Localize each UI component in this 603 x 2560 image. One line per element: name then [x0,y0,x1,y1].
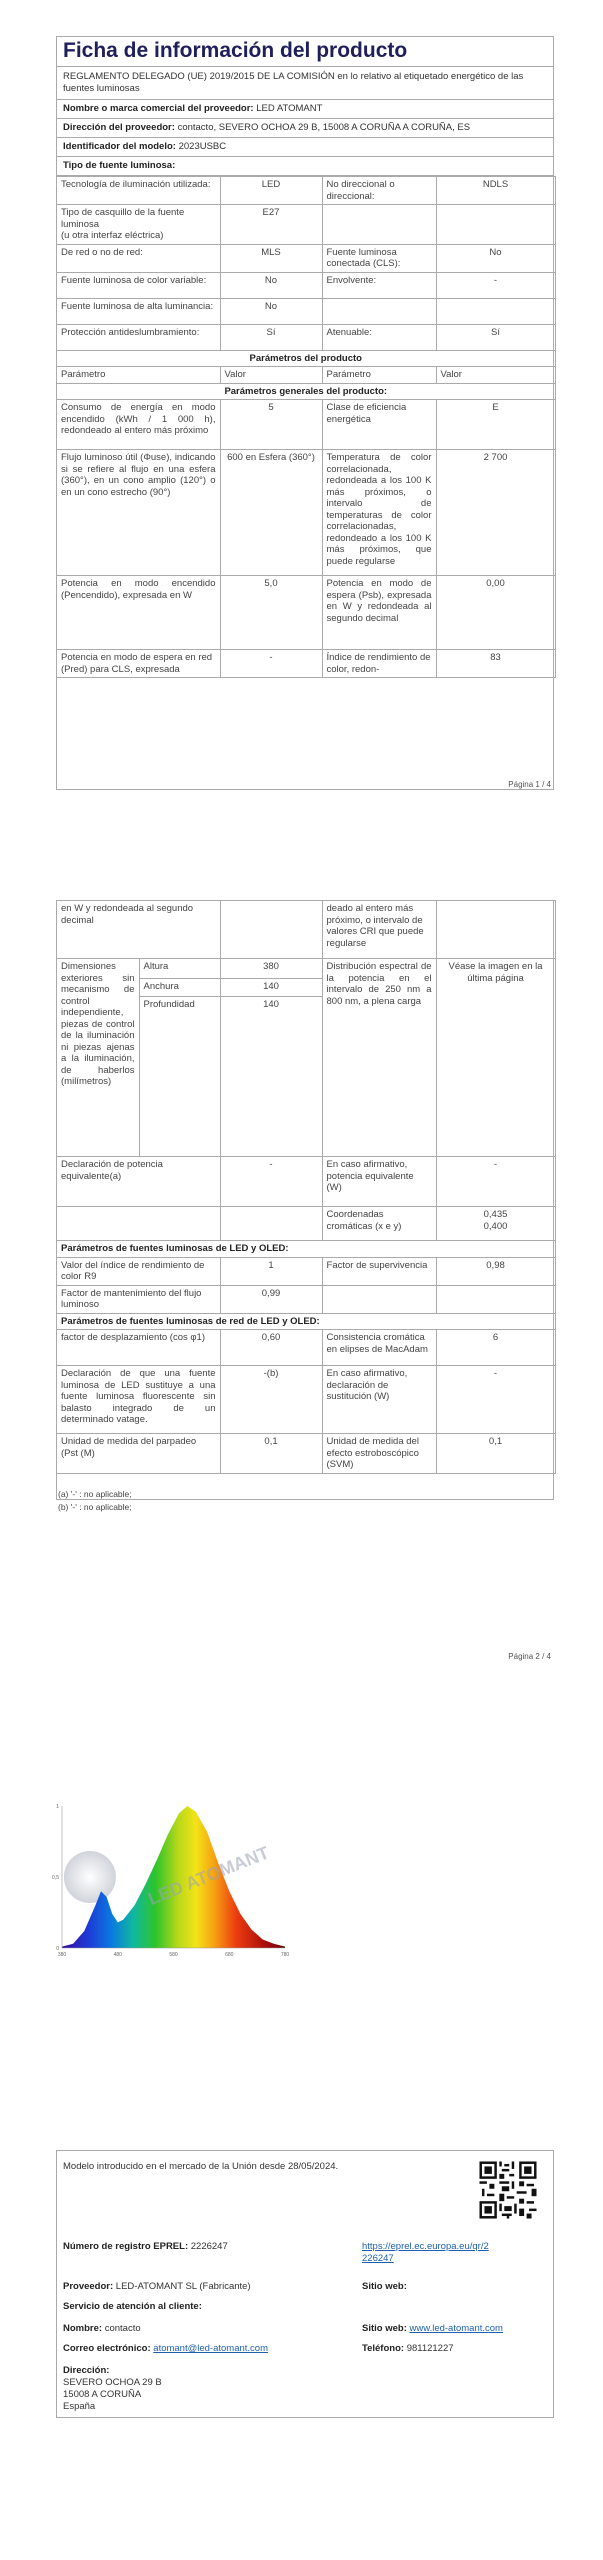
led-header: Parámetros de fuentes luminosas de LED y OLED: [57,1241,555,1258]
y-tick-label: 0 [56,1946,59,1952]
consumption-label: Consumo de energía en modo encendido (kWh / 1 000 h), redondeado al entero más próximo [57,400,220,450]
footnote-b: (b) '-' : no aplicable; [58,1502,132,1512]
chroma-value [436,1207,555,1241]
power-on-value: 5,0 [220,576,322,650]
envelope-value: - [436,272,555,298]
empty-cell [322,298,436,324]
cap-value: E27 [220,205,322,245]
dimmable-value: Sí [436,324,555,350]
supplier-name: LED ATOMANT [256,103,323,114]
empty-cell [436,901,555,959]
email-row [63,2343,268,2354]
footnotes [58,1488,132,1514]
empty-cell [436,205,555,245]
phone-value: 981121227 [406,2343,454,2354]
product-sheet [56,36,554,790]
dimmable-label: Atenuable: [322,324,436,350]
col-header-value-2: Valor [436,367,555,384]
width-value: 140 [220,979,322,997]
empty-cell [436,298,555,324]
envelope-label: Envolvente: [322,272,436,298]
flux-value: 600 en Esfera (360°) [220,450,322,576]
supplier-address-row [57,119,553,138]
type-table [57,176,556,678]
macadam-value: 6 [436,1330,555,1366]
model-value: 2023USBC [178,141,227,152]
standby-value: 0,00 [436,576,555,650]
provider-row [63,2281,251,2292]
chroma-y: 0,400 [483,1220,508,1232]
lumen-maint-label: Factor de mantenimiento del flujo luminoso [57,1285,220,1313]
replacement-label: En caso afirmativo, declaración de sustitución (W) [322,1366,436,1434]
spd-value: Véase la imagen en la última página [436,959,555,1157]
mains-header: Parámetros de fuentes luminosas de red de LED y OLED: [57,1313,555,1330]
nondir-value: NDLS [436,177,555,205]
contact-sheet [56,2150,554,2418]
supplier-address-label: Dirección del proveedor: [63,122,175,133]
phone-label: Teléfono: [362,2343,405,2354]
dimensions-label: Dimensiones exteriores sin mecanismo de control independiente, piezas de control de la iluminación ni piezas ajenas a la iluminación, de haberlos (milímetros) [57,959,139,1157]
efficiency-value: E [436,400,555,450]
empty-cell [57,1207,220,1241]
x-tick-label: 580 [169,1952,178,1958]
cct-value: 2 700 [436,450,555,576]
empty-cell [322,205,436,245]
consumption-value: 5 [220,400,322,450]
supplier-name-row [57,100,553,119]
height-label: Altura [139,959,220,979]
color-value: No [220,272,322,298]
high-lum-label: Fuente luminosa de alta luminancia: [57,298,220,324]
fluorescent-value: -(b) [220,1366,322,1434]
website-row [362,2323,503,2334]
eprel-label: Número de registro EPREL: [63,2241,189,2252]
customer-service-title: Servicio de atención al cliente: [63,2301,202,2312]
equiv-watt-value: - [436,1157,555,1207]
address-line-3: España [63,2401,96,2412]
website-label-2: Sitio web: [362,2323,407,2334]
address-label: Dirección: [63,2365,110,2376]
col-header-param: Parámetro [57,367,220,384]
x-tick-label: 480 [113,1952,122,1958]
equiv-power-label: Declaración de potencia equivalente(a) [57,1157,220,1207]
eprel-link[interactable]: https://eprel.ec.europa.eu/qr/2226247 [362,2241,489,2264]
fluorescent-label: Declaración de que una fuente luminosa de LED sustituye a una fuente luminosa fluorescente sin balasto integrado de un determinado vatage. [57,1366,220,1434]
website-link[interactable]: www.led-atomant.com [409,2323,503,2334]
y-tick-label: 1 [56,1804,59,1810]
strobo-label: Unidad de medida del efecto estroboscópico (SVM) [322,1434,436,1474]
height-value: 380 [220,959,322,979]
macadam-label: Consistencia cromática en elipses de MacAdam [322,1330,436,1366]
spectrum-chart [50,1800,310,1960]
lumen-maint-value: 0,99 [220,1285,322,1313]
strobo-value: 0,1 [436,1434,555,1474]
color-label: Fuente luminosa de color variable: [57,272,220,298]
tech-label: Tecnología de iluminación utilizada: [57,177,220,205]
email-label: Correo electrónico: [63,2343,151,2354]
mains-value: MLS [220,244,322,272]
model-label: Identificador del modelo: [63,141,176,152]
net-standby-label: Potencia en modo de espera en red (Pred) para CLS, expresada [57,650,220,678]
contact-name-label: Nombre: [63,2323,103,2334]
r9-label: Valor del índice de rendimiento de color R9 [57,1257,220,1285]
displacement-value: 0,60 [220,1330,322,1366]
col-header-value: Valor [220,367,322,384]
cri-label: Índice de rendimiento de color, redon- [322,650,436,678]
survival-label: Factor de supervivencia [322,1257,436,1285]
glare-label: Protección antideslumbramiento: [57,324,220,350]
mains-label: De red o no de red: [57,244,220,272]
cri-value: 83 [436,650,555,678]
flicker-label: Unidad de medida del parpadeo (Pst (M) [57,1434,220,1474]
cap-label [57,205,220,245]
model-row [57,138,553,157]
contact-name-row [63,2323,141,2334]
page-2 [0,900,603,1700]
page-number: Página 1 / 4 [508,780,551,789]
flux-label: Flujo luminoso útil (Φuse), indicando si se refiere al flujo en una esfera (360°), en un cono amplio (120°) o en un cono estrecho (90°) [57,450,220,576]
page-number: Página 2 / 4 [508,1652,551,1661]
high-lum-value: No [220,298,322,324]
params-table-continued [57,900,556,1474]
empty-cell [220,901,322,959]
type-label: Tipo de fuente luminosa: [63,160,176,171]
depth-label: Profundidad [139,997,220,1157]
bulb-illustration [64,1851,116,1903]
spd-label: Distribución espectral de la potencia en el intervalo de 250 nm a 800 nm, a plena carga [322,959,436,1157]
x-tick-label: 780 [280,1952,290,1958]
market-date: Modelo introducido en el mercado de la Unión desde 28/05/2024. [63,2161,339,2172]
standby-label: Potencia en modo de espera (Psb), expresada en W y redondeada al segundo decimal [322,576,436,650]
address-line-2: 15008 A CORUÑA [63,2389,142,2400]
contact-name: contacto [104,2323,141,2334]
y-tick-label: 0,5 [52,1875,59,1881]
website-label-1: Sitio web: [362,2281,407,2292]
replacement-value: - [436,1366,555,1434]
nondir-label: No direccional o direccional: [322,177,436,205]
tech-value: LED [220,177,322,205]
cls-value: No [436,244,555,272]
email-link[interactable]: atomant@led-atomant.com [153,2343,269,2354]
efficiency-label: Clase de eficiencia energética [322,400,436,450]
general-header: Parámetros generales del producto: [57,383,555,400]
provider-label: Proveedor: [63,2281,114,2292]
cls-label: Fuente luminosa conectada (CLS): [322,244,436,272]
x-tick-label: 680 [225,1952,234,1958]
width-label: Anchura [139,979,220,997]
empty-cell [322,1285,436,1313]
watermark-text: LED ATOMANT [145,1842,272,1910]
cap-label-2: (u otra interfaz eléctrica) [61,230,164,241]
supplier-address: contacto, SEVERO OCHOA 29 B, 15008 A CORUÑA A CORUÑA, ES [177,122,471,133]
product-sheet-continued [56,900,554,1500]
survival-value: 0,98 [436,1257,555,1285]
cct-label: Temperatura de color correlacionada, redondeada a los 100 K más próximos, o intervalo de temperaturas de color correlacionadas, redondeado a los 100 K más próximos, que puede regularse [322,450,436,576]
footnote-a: (a) '-' : no aplicable; [58,1489,132,1499]
type-header [57,157,553,176]
page-3 [0,1700,603,2560]
empty-cell [436,1285,555,1313]
r9-value: 1 [220,1257,322,1285]
cri-label-cont: deado al entero más próximo, o intervalo de valores CRI que puede regularse [322,901,436,959]
flicker-value: 0,1 [220,1434,322,1474]
address-line-1: SEVERO OCHOA 29 B [63,2377,162,2388]
x-tick-label: 380 [57,1952,67,1958]
empty-cell [220,1207,322,1241]
col-header-param-2: Parámetro [322,367,436,384]
net-standby-label-cont: en W y redondeada al segundo decimal [57,901,220,959]
supplier-name-label: Nombre o marca comercial del proveedor: [63,103,254,114]
page-1 [0,0,603,900]
eprel-number: 2226247 [190,2241,228,2252]
page-title: Ficha de información del producto [57,37,553,67]
provider-value: LED-ATOMANT SL (Fabricante) [115,2281,251,2292]
phone-row [362,2343,454,2354]
qr-code-icon[interactable] [477,2159,539,2221]
cap-label-1: Tipo de casquillo de la fuente luminosa [61,207,185,230]
regulation-text: REGLAMENTO DELEGADO (UE) 2019/2015 DE LA COMISIÓN en lo relativo al etiquetado energético de las fuentes luminosas [57,67,553,100]
eprel-row [63,2241,228,2252]
equiv-power-value: - [220,1157,322,1207]
equiv-watt-label: En caso afirmativo, potencia equivalente (W) [322,1157,436,1207]
chroma-x: 0,435 [483,1209,508,1220]
power-on-label: Potencia en modo encendido (Pencendido), expresada en W [57,576,220,650]
chroma-label: Coordenadas cromáticas (x e y) [322,1207,436,1241]
params-header: Parámetros del producto [57,350,555,367]
address-block [63,2365,162,2413]
depth-value: 140 [220,997,322,1157]
net-standby-value: - [220,650,322,678]
displacement-label: factor de desplazamiento (cos φ1) [57,1330,220,1366]
glare-value: Sí [220,324,322,350]
